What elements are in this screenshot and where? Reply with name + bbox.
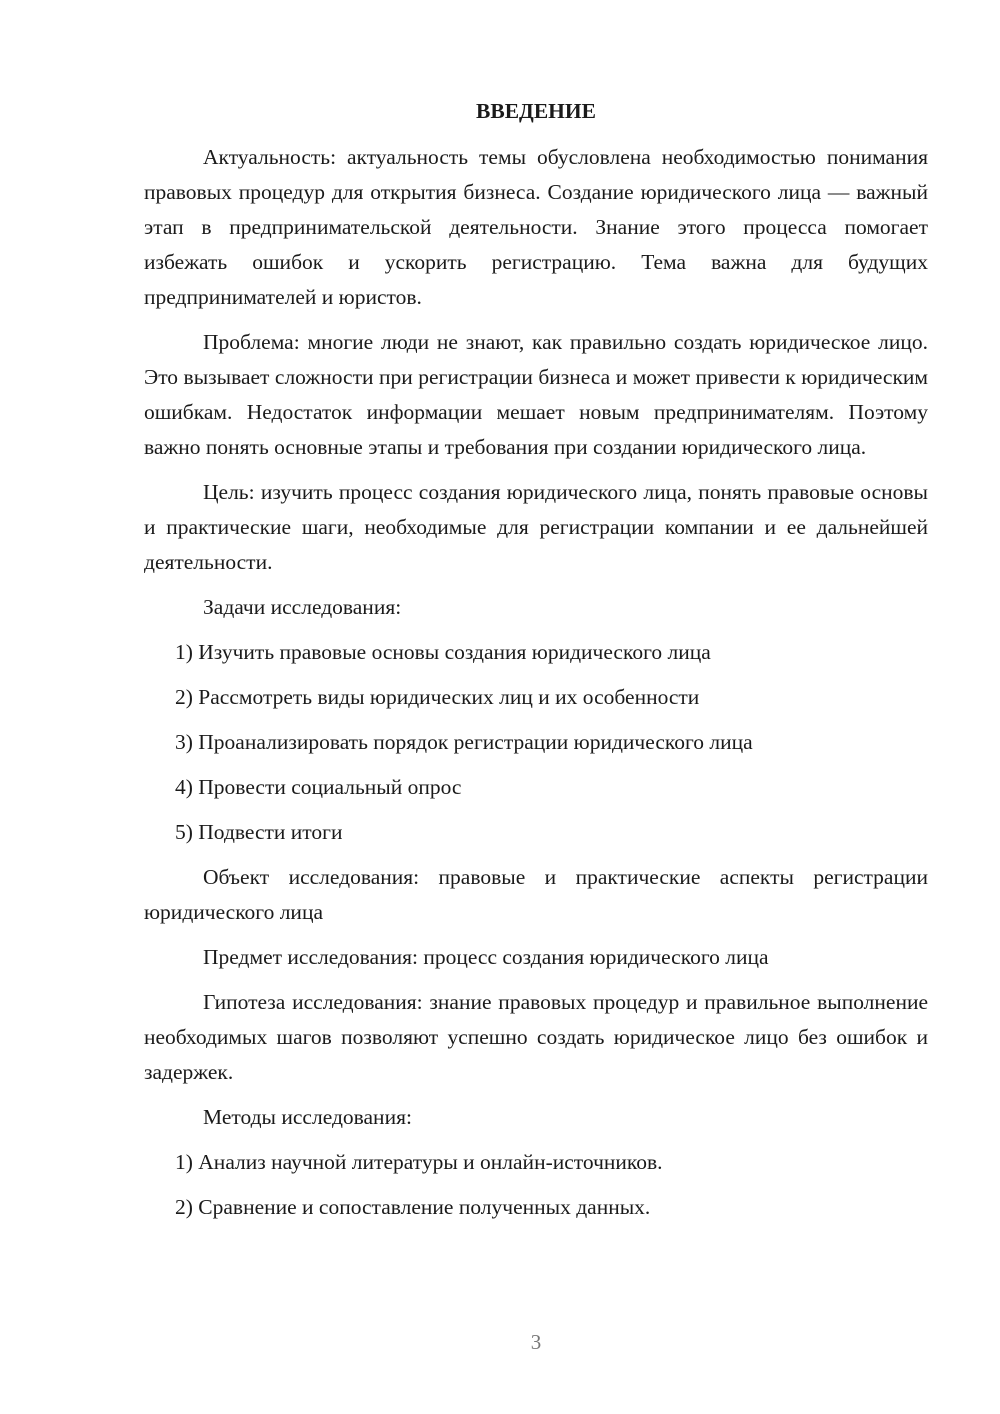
task-item-2: 2) Рассмотреть виды юридических лиц и их особенности	[175, 685, 700, 709]
task-item-3: 3) Проанализировать порядок регистрации юридического лица	[175, 730, 753, 754]
method-item-2: 2) Сравнение и сопоставление полученных данных.	[175, 1195, 651, 1219]
page-number: 3	[530, 1330, 542, 1354]
method-item-1: 1) Анализ научной литературы и онлайн-источников.	[175, 1150, 663, 1174]
section-title: ВВЕДЕНИЕ	[476, 99, 596, 123]
hypothesis-paragraph: Гипотеза исследования: знание правовых процедур и правильное выполнение необходимых шагов позволяют успешно создать юридическое лицо без ошибок и задержек.	[144, 990, 928, 1084]
document-page	[144, 96, 928, 1235]
object-paragraph: Объект исследования: правовые и практические аспекты регистрации юридического лица	[144, 865, 928, 924]
goal-paragraph: Цель: изучить процесс создания юридического лица, понять правовые основы и практические шаги, необходимые для регистрации компании и ее дальнейшей деятельности.	[144, 480, 928, 574]
task-item-4: 4) Провести социальный опрос	[175, 775, 462, 799]
methods-label: Методы исследования:	[203, 1105, 412, 1129]
task-item-5: 5) Подвести итоги	[175, 820, 343, 844]
task-item-1: 1) Изучить правовые основы создания юридического лица	[175, 640, 711, 664]
subject-paragraph: Предмет исследования: процесс создания юридического лица	[203, 945, 769, 969]
relevance-paragraph: Актуальность: актуальность темы обусловлена необходимостью понимания правовых процедур для открытия бизнеса. Создание юридического лица — важный этап в предпринимательской деятельности. Знание этого процесса помогает избежать ошибок и ускорить регистрацию. Тема важна для будущих предпринимателей и юристов.	[144, 145, 928, 309]
tasks-label: Задачи исследования:	[203, 595, 402, 619]
problem-paragraph: Проблема: многие люди не знают, как правильно создать юридическое лицо. Это вызывает сложности при регистрации бизнеса и может привести к юридическим ошибкам. Недостаток информации мешает новым предпринимателям. Поэтому важно понять основные этапы и требования при создании юридического лица.	[144, 330, 928, 459]
